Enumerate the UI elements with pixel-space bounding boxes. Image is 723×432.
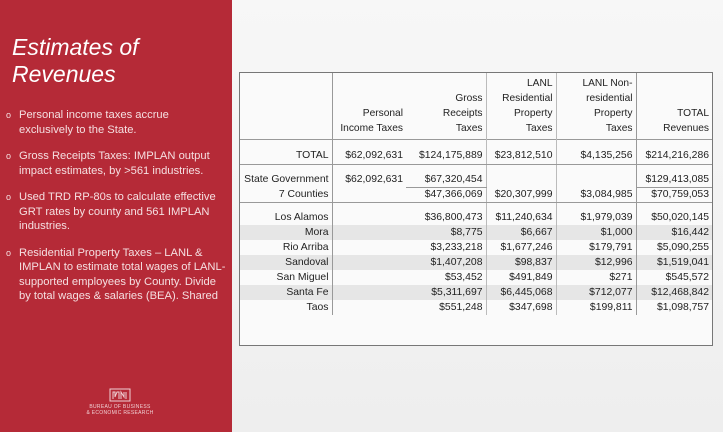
table-row-7-counties xyxy=(240,187,712,202)
cell-personal xyxy=(332,285,406,300)
cell-lanl-res: $98,837 xyxy=(486,255,556,270)
cell-lanl-res: $6,667 xyxy=(486,225,556,240)
logo-text-line2: & ECONOMIC RESEARCH xyxy=(86,410,154,416)
spacer-row xyxy=(240,202,712,210)
row-label: State Government xyxy=(240,172,332,187)
cell-personal xyxy=(332,270,406,285)
header-gross-receipts-taxes: Gross Receipts Taxes xyxy=(406,73,486,139)
table-row-county xyxy=(240,285,712,300)
bber-logo xyxy=(60,388,180,416)
table-row-total xyxy=(240,147,712,164)
cell-lanl-res: $491,849 xyxy=(486,270,556,285)
cell-lanl-non: $179,791 xyxy=(556,240,636,255)
cell-lanl-res xyxy=(486,172,556,187)
cell-lanl-res: $23,812,510 xyxy=(486,147,556,164)
cell-lanl-non: $12,996 xyxy=(556,255,636,270)
cell-personal xyxy=(332,300,406,315)
table-row-state-government xyxy=(240,172,712,187)
row-label: 7 Counties xyxy=(240,187,332,202)
row-label: TOTAL xyxy=(240,147,332,164)
spacer-row xyxy=(240,139,712,147)
cell-lanl-res: $11,240,634 xyxy=(486,210,556,225)
cell-lanl-res: $1,677,246 xyxy=(486,240,556,255)
cell-personal: $62,092,631 xyxy=(345,174,403,185)
cell-lanl-non xyxy=(556,172,636,187)
slide-title: Estimates of Revenues xyxy=(12,34,139,87)
bullet-item xyxy=(6,190,226,234)
bullet-list xyxy=(6,108,226,316)
header-total-revenues: TOTAL Revenues xyxy=(663,107,709,134)
unm-logo-icon xyxy=(109,388,131,402)
cell-gross: $5,311,697 xyxy=(406,285,486,300)
cell-personal: $62,092,631 xyxy=(332,147,406,164)
bullet-item xyxy=(6,149,226,178)
cell-lanl-non: $1,979,039 xyxy=(556,210,636,225)
cell-total: $1,098,757 xyxy=(656,302,709,313)
left-panel xyxy=(0,0,232,432)
logo-text-line1: BUREAU OF BUSINESS xyxy=(89,404,151,410)
table-row-county xyxy=(240,210,712,225)
cell-gross: $551,248 xyxy=(406,300,486,315)
cell-lanl-res: $6,445,068 xyxy=(486,285,556,300)
cell-total: $1,519,041 xyxy=(636,255,712,270)
table-row-county xyxy=(240,225,712,240)
cell-personal xyxy=(332,210,406,225)
cell-gross: $3,233,218 xyxy=(406,240,486,255)
cell-gross: $124,175,889 xyxy=(406,147,486,164)
cell-total: $214,216,286 xyxy=(636,147,712,164)
bullet-text: Residential Property Taxes – LANL & IMPLAN to estimate total wages of LANL-supported employees by County. Divide by total wages & salaries (BEA). Shared xyxy=(19,246,226,302)
bullet-circle-icon: o xyxy=(6,247,12,258)
cell-lanl-non: $4,135,256 xyxy=(556,147,636,164)
row-label: Mora xyxy=(240,225,332,240)
row-label: San Miguel xyxy=(240,270,332,285)
cell-personal xyxy=(332,240,406,255)
bullet-text: Gross Receipts Taxes: IMPLAN output impact estimates, by >561 industries. xyxy=(19,150,210,177)
bullet-text: Personal income taxes accrue exclusively to the State. xyxy=(19,109,169,136)
cell-gross: $47,366,069 xyxy=(406,187,486,202)
table-row-county xyxy=(240,255,712,270)
cell-total: $5,090,255 xyxy=(656,242,709,253)
table-row-county xyxy=(240,300,712,315)
cell-personal xyxy=(332,225,406,240)
cell-total: $16,442 xyxy=(636,225,712,240)
header-personal-income-taxes: Personal Income Taxes xyxy=(340,107,403,134)
revenue-table-container xyxy=(239,72,713,346)
cell-gross: $36,800,473 xyxy=(406,210,486,225)
cell-lanl-non: $3,084,985 xyxy=(556,187,636,202)
header-label-cell xyxy=(240,73,332,139)
cell-gross: $1,407,208 xyxy=(406,255,486,270)
cell-lanl-non: $271 xyxy=(556,270,636,285)
cell-lanl-non: $1,000 xyxy=(556,225,636,240)
cell-gross: $53,452 xyxy=(406,270,486,285)
cell-total: $50,020,145 xyxy=(651,212,709,223)
table-row-county xyxy=(240,240,712,255)
cell-gross: $67,320,454 xyxy=(406,172,486,187)
bullet-circle-icon: o xyxy=(6,192,12,202)
cell-total: $129,413,085 xyxy=(636,172,712,187)
bullet-item xyxy=(6,246,226,304)
cell-lanl-res: $20,307,999 xyxy=(486,187,556,202)
cell-personal xyxy=(332,255,406,270)
cell-total: $70,759,053 xyxy=(636,187,712,202)
row-label: Los Alamos xyxy=(240,210,332,225)
bullet-item xyxy=(6,108,226,137)
cell-gross: $8,775 xyxy=(406,225,486,240)
table-row-county xyxy=(240,270,712,285)
row-label: Rio Arriba xyxy=(240,240,332,255)
row-label: Sandoval xyxy=(240,255,332,270)
bullet-circle-icon: o xyxy=(6,151,12,161)
header-lanl-nonresidential: LANL Non- residential Property Taxes xyxy=(556,73,636,139)
row-label: Taos xyxy=(240,300,332,315)
spacer-row xyxy=(240,164,712,172)
header-lanl-residential: LANL Residential Property Taxes xyxy=(486,73,556,139)
cell-lanl-non: $712,077 xyxy=(556,285,636,300)
row-label: Santa Fe xyxy=(240,285,332,300)
table-header-row xyxy=(240,73,712,139)
revenue-table xyxy=(240,73,712,315)
cell-personal xyxy=(332,187,406,202)
bullet-text: Used TRD RP-80s to calculate effective GRT rates by county and 561 IMPLAN industries. xyxy=(19,191,216,232)
cell-total: $12,468,842 xyxy=(636,285,712,300)
cell-lanl-non: $199,811 xyxy=(556,300,636,315)
bullet-circle-icon: o xyxy=(6,110,12,120)
cell-total: $545,572 xyxy=(665,272,709,283)
cell-lanl-res: $347,698 xyxy=(486,300,556,315)
